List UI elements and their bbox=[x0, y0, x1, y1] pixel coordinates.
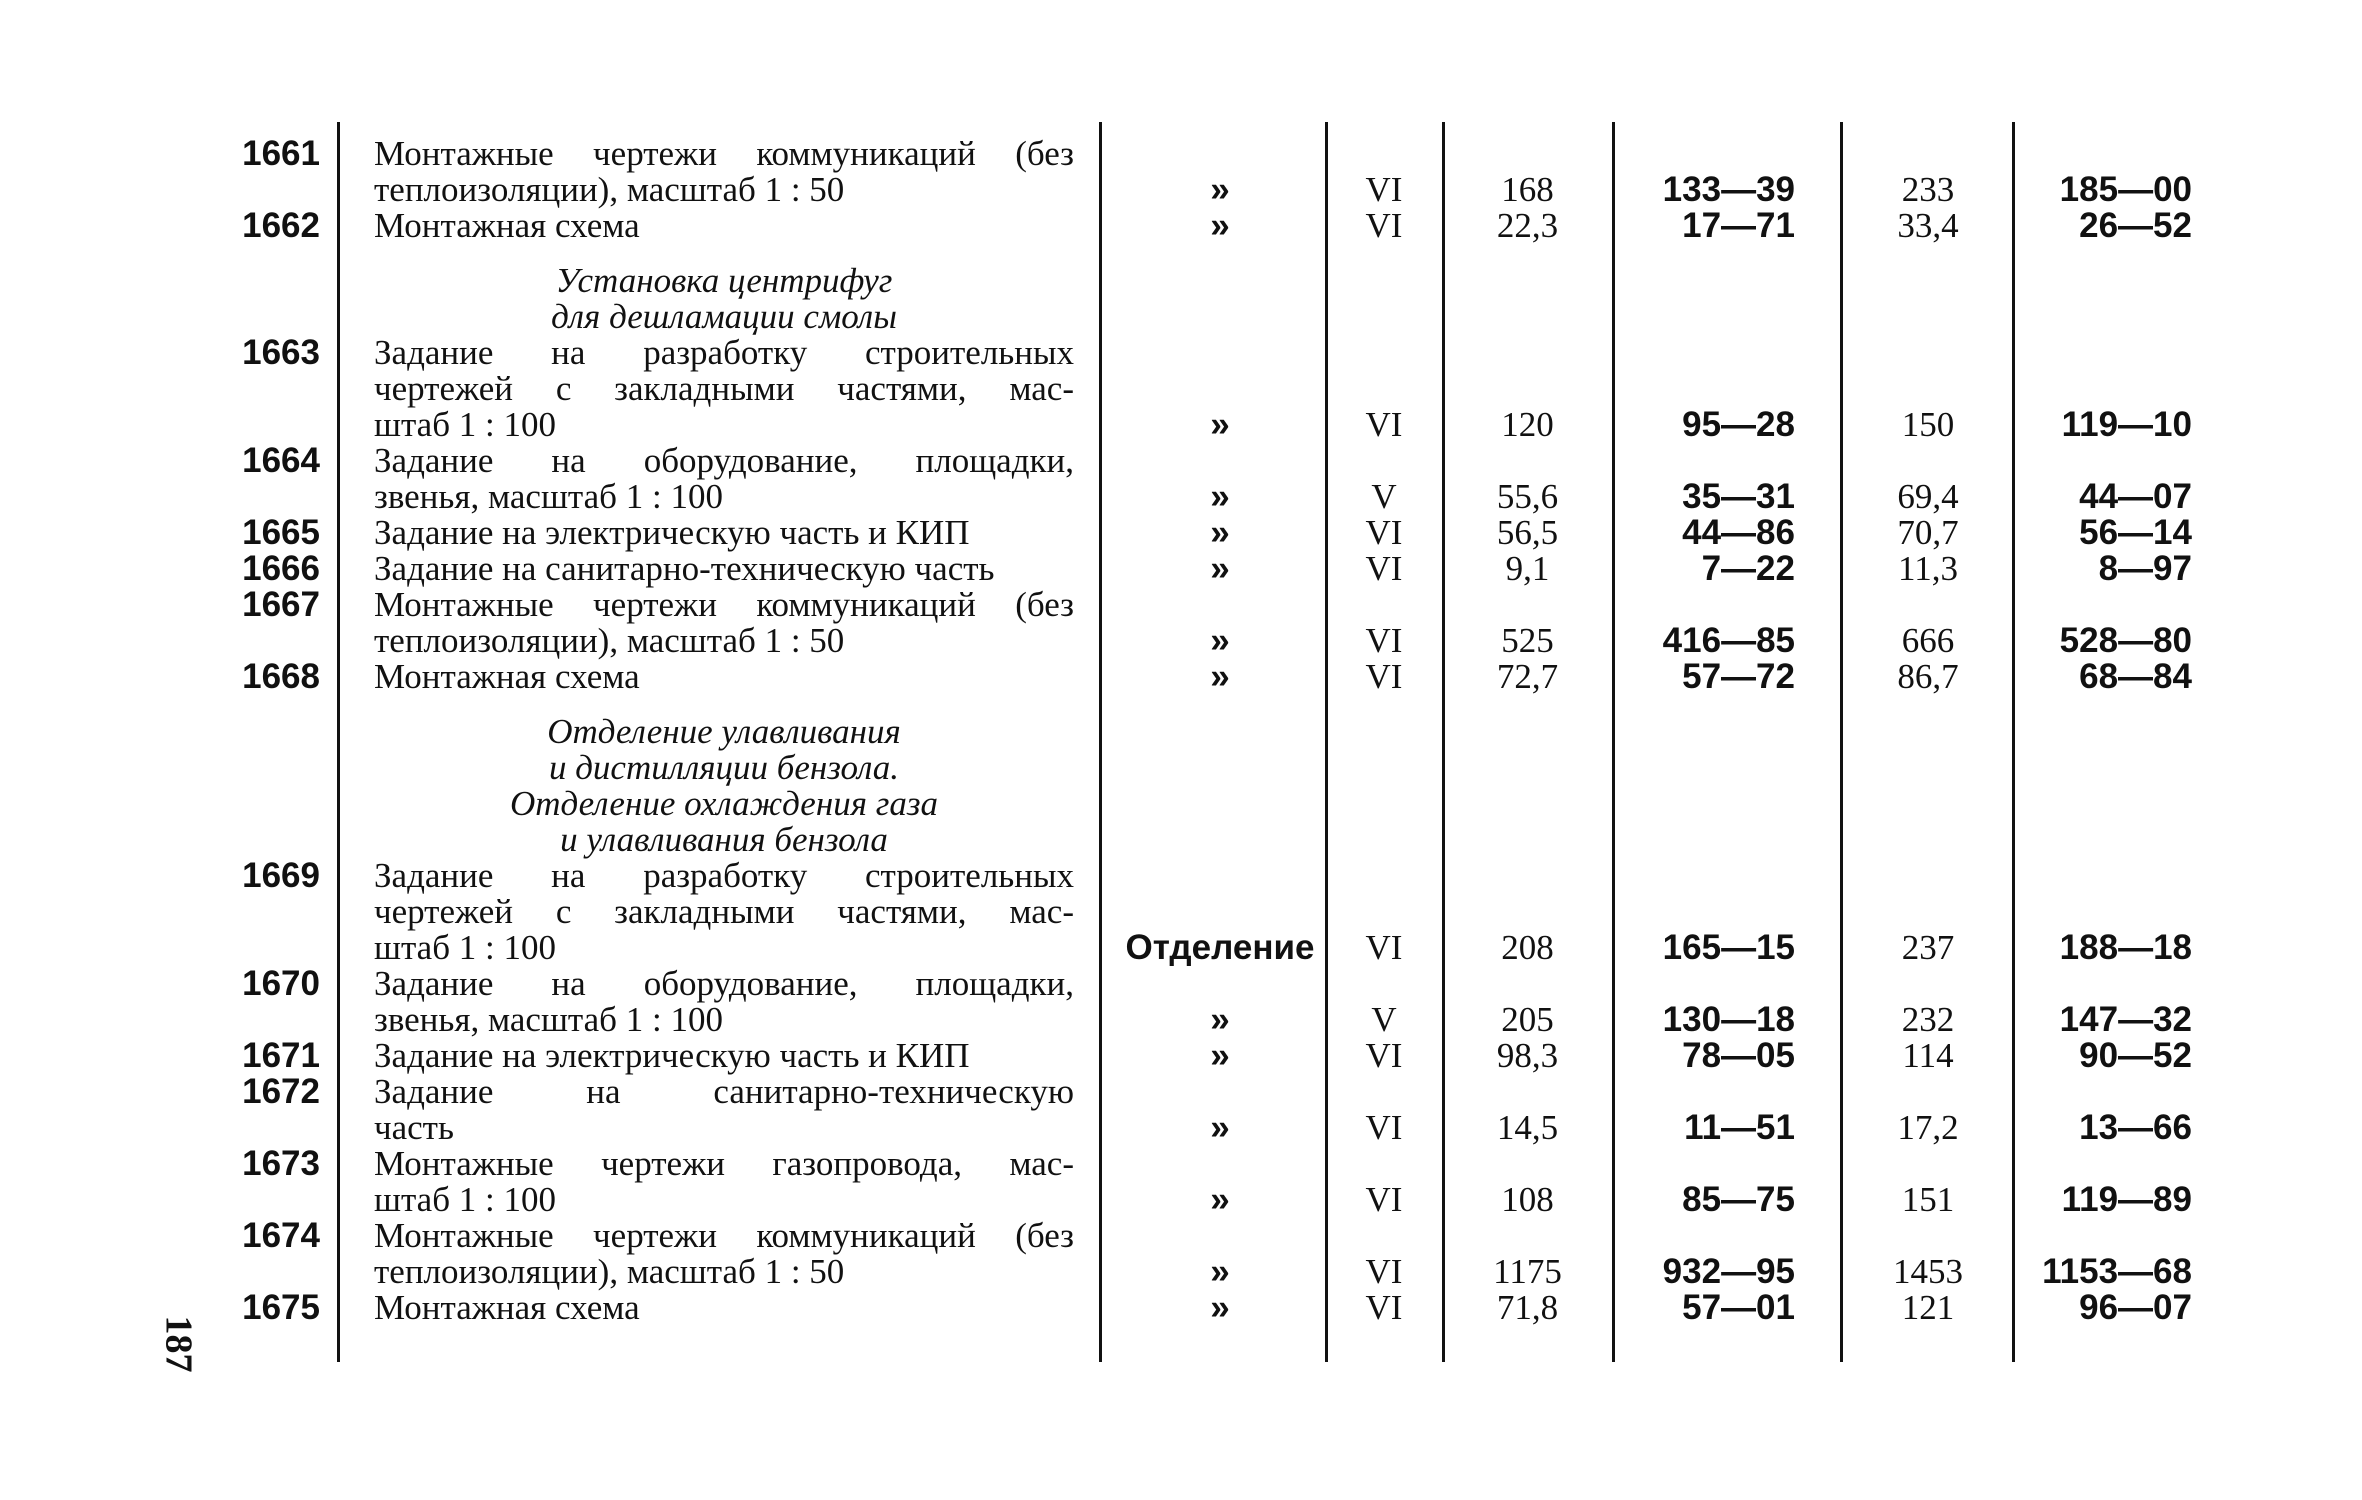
table-row bbox=[0, 786, 2362, 822]
entry-quantity-1: 205 bbox=[1501, 1000, 1554, 1039]
entry-quantity-2: 1453 bbox=[1893, 1252, 1963, 1291]
entry-number: 1671 bbox=[242, 1036, 320, 1075]
table-row bbox=[0, 551, 2362, 587]
entry-number: 1665 bbox=[242, 513, 320, 552]
entry-unit: » bbox=[1210, 1252, 1230, 1291]
entry-quantity-1: 1175 bbox=[1493, 1252, 1562, 1291]
entry-price-2: 68—84 bbox=[2079, 657, 2192, 696]
table-row bbox=[0, 407, 2362, 443]
entry-category: VI bbox=[1365, 206, 1403, 245]
entry-price-1: 416—85 bbox=[1662, 621, 1795, 660]
entry-quantity-2: 237 bbox=[1901, 928, 1955, 967]
entry-description: Отделение охлаждения газа bbox=[509, 784, 939, 823]
entry-price-2: 188—18 bbox=[2059, 928, 2192, 967]
entry-quantity-1: 98,3 bbox=[1496, 1036, 1559, 1075]
entry-description: Задание на санитарно-техническую часть bbox=[374, 549, 995, 588]
table-row bbox=[0, 1074, 2362, 1110]
table-row bbox=[0, 479, 2362, 515]
entry-description: Задание на электрическую часть и КИП bbox=[374, 1036, 970, 1075]
entry-price-2: 1153—68 bbox=[2042, 1252, 2192, 1291]
entry-description: Задание на оборудование, площадки, bbox=[374, 441, 1074, 480]
entry-description: Задание на оборудование, площадки, bbox=[374, 964, 1074, 1003]
entry-number: 1668 bbox=[242, 657, 320, 696]
entry-description: Задание на разработку строительных bbox=[374, 856, 1074, 895]
entry-number: 1663 bbox=[242, 333, 320, 372]
entry-quantity-2: 17,2 bbox=[1897, 1108, 1959, 1147]
table-row bbox=[0, 894, 2362, 930]
entry-description: Монтажные чертежи коммуникаций (без bbox=[374, 585, 1074, 624]
table-row bbox=[0, 1218, 2362, 1254]
entry-price-1: 85—75 bbox=[1682, 1180, 1795, 1219]
entry-description: Монтажные чертежи газопровода, мас- bbox=[374, 1144, 1074, 1183]
entry-description: чертежей с закладными частями, мас- bbox=[374, 369, 1074, 408]
entry-price-1: 78—05 bbox=[1682, 1036, 1795, 1075]
entry-quantity-1: 56,5 bbox=[1496, 513, 1559, 552]
entry-category: V bbox=[1371, 477, 1397, 516]
entry-unit: » bbox=[1210, 621, 1230, 660]
entry-unit: » bbox=[1210, 206, 1230, 245]
entry-number: 1675 bbox=[242, 1288, 320, 1327]
entry-price-1: 57—72 bbox=[1682, 657, 1795, 696]
entry-price-1: 7—22 bbox=[1701, 549, 1795, 588]
entry-quantity-1: 22,3 bbox=[1496, 206, 1559, 245]
entry-description: и дистилляции бензола. bbox=[548, 748, 900, 787]
entry-description: для дешламации смолы bbox=[551, 297, 897, 336]
entry-description: Установка центрифуг bbox=[555, 261, 893, 300]
entry-price-2: 119—10 bbox=[2061, 405, 2192, 444]
table-row bbox=[0, 1110, 2362, 1146]
entry-quantity-2: 33,4 bbox=[1897, 206, 1959, 245]
table-row bbox=[0, 1146, 2362, 1182]
entry-number: 1672 bbox=[242, 1072, 320, 1111]
entry-unit: » bbox=[1210, 1288, 1230, 1327]
entry-description: часть bbox=[374, 1108, 454, 1147]
entry-number: 1670 bbox=[242, 964, 320, 1003]
entry-description: теплоизоляции), масштаб 1 : 50 bbox=[374, 1252, 845, 1291]
entry-description: звенья, масштаб 1 : 100 bbox=[374, 477, 723, 516]
entry-unit: » bbox=[1210, 405, 1230, 444]
entry-price-1: 11—51 bbox=[1684, 1108, 1795, 1147]
entry-number: 1662 bbox=[242, 206, 320, 245]
entry-price-1: 165—15 bbox=[1662, 928, 1795, 967]
table-row bbox=[0, 659, 2362, 695]
entry-category: VI bbox=[1365, 657, 1403, 696]
entry-number: 1664 bbox=[242, 441, 320, 480]
entry-unit: Отделение bbox=[1125, 928, 1315, 967]
entry-quantity-2: 70,7 bbox=[1897, 513, 1959, 552]
entry-description: Задание на электрическую часть и КИП bbox=[374, 513, 970, 552]
entry-price-2: 26—52 bbox=[2079, 206, 2192, 245]
entry-description: штаб 1 : 100 bbox=[374, 928, 556, 967]
entry-description: теплоизоляции), масштаб 1 : 50 bbox=[374, 621, 845, 660]
entry-price-1: 44—86 bbox=[1682, 513, 1795, 552]
entry-category: VI bbox=[1365, 1252, 1403, 1291]
entry-description: звенья, масштаб 1 : 100 bbox=[374, 1000, 723, 1039]
entry-quantity-1: 71,8 bbox=[1496, 1288, 1559, 1327]
table-row bbox=[0, 299, 2362, 335]
entry-unit: » bbox=[1210, 1108, 1230, 1147]
entry-description: теплоизоляции), масштаб 1 : 50 bbox=[374, 170, 845, 209]
table-row bbox=[0, 587, 2362, 623]
entry-quantity-1: 14,5 bbox=[1496, 1108, 1559, 1147]
entry-unit: » bbox=[1210, 170, 1230, 209]
entry-unit: » bbox=[1210, 477, 1230, 516]
entry-price-1: 932—95 bbox=[1662, 1252, 1795, 1291]
entry-number: 1674 bbox=[242, 1216, 320, 1255]
entry-category: VI bbox=[1365, 405, 1403, 444]
entry-unit: » bbox=[1210, 1036, 1230, 1075]
table-row bbox=[0, 822, 2362, 858]
entry-quantity-2: 666 bbox=[1901, 621, 1955, 660]
table-row bbox=[0, 136, 2362, 172]
entry-category: VI bbox=[1365, 1036, 1403, 1075]
table-row bbox=[0, 966, 2362, 1002]
table-row bbox=[0, 515, 2362, 551]
entry-number: 1669 bbox=[242, 856, 320, 895]
entry-category: VI bbox=[1365, 513, 1403, 552]
table-row bbox=[0, 623, 2362, 659]
table-row bbox=[0, 263, 2362, 299]
entry-price-2: 90—52 bbox=[2079, 1036, 2192, 1075]
entry-description: штаб 1 : 100 bbox=[374, 405, 556, 444]
entry-category: VI bbox=[1365, 1288, 1403, 1327]
entry-category: VI bbox=[1365, 928, 1403, 967]
entry-price-2: 185—00 bbox=[2059, 170, 2192, 209]
entry-description: Задание на разработку строительных bbox=[374, 333, 1074, 372]
entry-quantity-2: 86,7 bbox=[1897, 657, 1959, 696]
entry-price-2: 44—07 bbox=[2079, 477, 2192, 516]
entry-description: Отделение улавливания bbox=[547, 712, 901, 751]
entry-unit: » bbox=[1210, 513, 1230, 552]
entry-price-1: 95—28 bbox=[1682, 405, 1795, 444]
entry-price-2: 96—07 bbox=[2079, 1288, 2192, 1327]
entry-unit: » bbox=[1210, 1000, 1230, 1039]
entry-description: Монтажная схема bbox=[374, 206, 640, 245]
entry-price-2: 147—32 bbox=[2059, 1000, 2192, 1039]
entry-quantity-1: 208 bbox=[1501, 928, 1554, 967]
entry-category: V bbox=[1371, 1000, 1397, 1039]
table-row bbox=[0, 1002, 2362, 1038]
entry-quantity-2: 233 bbox=[1901, 170, 1955, 209]
entry-quantity-2: 11,3 bbox=[1898, 549, 1958, 588]
entry-price-2: 119—89 bbox=[2061, 1180, 2192, 1219]
entry-description: Монтажные чертежи коммуникаций (без bbox=[374, 1216, 1074, 1255]
entry-category: VI bbox=[1365, 549, 1403, 588]
entry-quantity-2: 150 bbox=[1901, 405, 1955, 444]
entry-quantity-1: 168 bbox=[1501, 170, 1554, 209]
entry-quantity-1: 525 bbox=[1501, 621, 1554, 660]
entry-description: чертежей с закладными частями, мас- bbox=[374, 892, 1074, 931]
entry-quantity-2: 121 bbox=[1901, 1288, 1955, 1327]
entry-price-1: 17—71 bbox=[1682, 206, 1795, 245]
table-row bbox=[0, 443, 2362, 479]
entry-unit: » bbox=[1210, 657, 1230, 696]
entry-price-1: 130—18 bbox=[1662, 1000, 1795, 1039]
entry-number: 1661 bbox=[242, 134, 320, 173]
entry-quantity-2: 151 bbox=[1901, 1180, 1955, 1219]
table-row bbox=[0, 1290, 2362, 1326]
entry-quantity-1: 9,1 bbox=[1505, 549, 1550, 588]
table-row bbox=[0, 1182, 2362, 1218]
table-row bbox=[0, 930, 2362, 966]
table-row bbox=[0, 172, 2362, 208]
entry-price-2: 8—97 bbox=[2098, 549, 2192, 588]
entry-description: и улавливания бензола bbox=[560, 820, 888, 859]
entry-category: VI bbox=[1365, 621, 1403, 660]
entry-price-2: 56—14 bbox=[2079, 513, 2192, 552]
table-row bbox=[0, 208, 2362, 244]
entry-unit: » bbox=[1210, 1180, 1230, 1219]
entry-description: Монтажная схема bbox=[374, 1288, 640, 1327]
entry-price-1: 35—31 bbox=[1682, 477, 1795, 516]
entry-description: Монтажная схема bbox=[374, 657, 640, 696]
entry-quantity-1: 120 bbox=[1501, 405, 1554, 444]
entry-price-2: 528—80 bbox=[2059, 621, 2192, 660]
entry-description: штаб 1 : 100 bbox=[374, 1180, 556, 1219]
table-row bbox=[0, 1038, 2362, 1074]
entry-category: VI bbox=[1365, 1180, 1403, 1219]
entry-number: 1666 bbox=[242, 549, 320, 588]
entry-description: Задание на санитарно-техническую bbox=[374, 1072, 1074, 1111]
entry-category: VI bbox=[1365, 1108, 1403, 1147]
table-row bbox=[0, 371, 2362, 407]
entry-number: 1673 bbox=[242, 1144, 320, 1183]
entry-quantity-2: 114 bbox=[1902, 1036, 1954, 1075]
entry-quantity-1: 108 bbox=[1501, 1180, 1554, 1219]
entry-quantity-1: 72,7 bbox=[1496, 657, 1559, 696]
entry-price-1: 133—39 bbox=[1662, 170, 1795, 209]
table-row bbox=[0, 335, 2362, 371]
table-row bbox=[0, 750, 2362, 786]
entry-number: 1667 bbox=[242, 585, 320, 624]
entry-description: Монтажные чертежи коммуникаций (без bbox=[374, 134, 1074, 173]
entry-quantity-2: 69,4 bbox=[1897, 477, 1959, 516]
entry-price-1: 57—01 bbox=[1682, 1288, 1795, 1327]
entry-price-2: 13—66 bbox=[2079, 1108, 2192, 1147]
table-row bbox=[0, 1254, 2362, 1290]
entry-quantity-2: 232 bbox=[1901, 1000, 1955, 1039]
entry-quantity-1: 55,6 bbox=[1496, 477, 1559, 516]
table-row bbox=[0, 858, 2362, 894]
entry-unit: » bbox=[1210, 549, 1230, 588]
page-number: 187 bbox=[157, 1315, 200, 1373]
entry-category: VI bbox=[1365, 170, 1403, 209]
table-row bbox=[0, 714, 2362, 750]
